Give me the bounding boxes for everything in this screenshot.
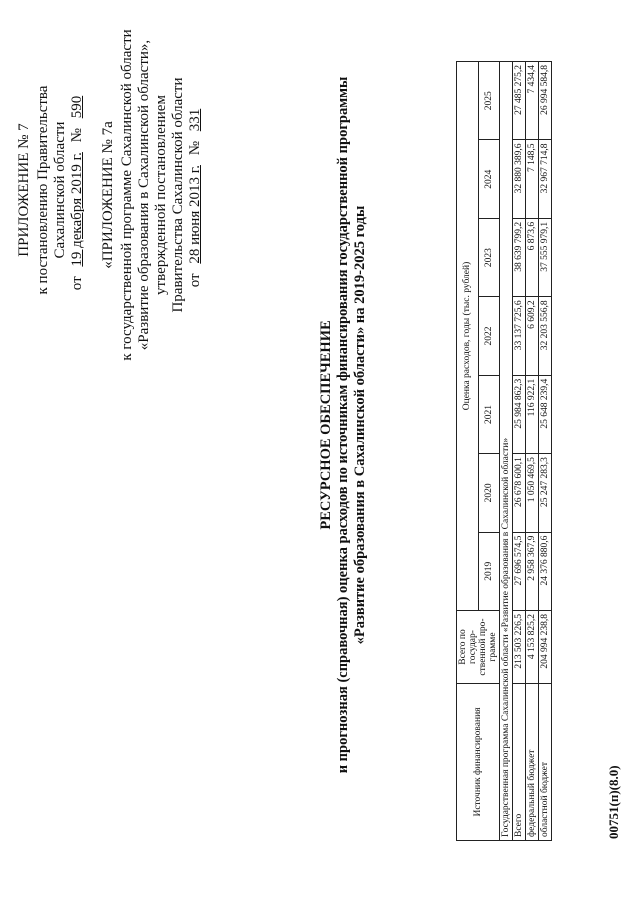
value-cell: 24 376 880,6 <box>539 532 552 610</box>
decree-date: 19 декабря 2019 г. <box>69 152 85 267</box>
appendix-7a-line2: «Развитие образования в Сахалинской области», <box>136 39 152 351</box>
value-cell: 116 922,1 <box>526 375 539 453</box>
appendix-7a-line4: Правительства Сахалинской области <box>170 77 186 313</box>
table-row <box>526 62 539 841</box>
value-cell: 26 994 584,8 <box>539 62 552 140</box>
value-cell: 25 984 862,3 <box>513 375 526 453</box>
from-label: от <box>69 276 85 291</box>
program-date: 28 июня 2013 г. <box>187 165 203 264</box>
value-cell: 6 873,6 <box>526 218 539 296</box>
value-cell: 26 678 600,1 <box>513 454 526 532</box>
number-label: № <box>187 140 203 156</box>
value-cell: 32 203 556,8 <box>539 297 552 375</box>
table-row <box>513 62 526 841</box>
total-cell: 4 153 825,2 <box>526 611 539 684</box>
number-label: № <box>69 128 85 143</box>
appendix-7a-header <box>100 10 204 380</box>
document-code: 00751(п)(8.0) <box>606 765 621 839</box>
value-cell: 6 609,2 <box>526 297 539 375</box>
appendix-7a-line1: к государственной программе Сахалинской области <box>119 29 135 361</box>
appendix-7a-date-line <box>187 10 204 380</box>
col-header-source: Источник финансирования <box>457 684 500 841</box>
row-label: федеральный бюджет <box>526 684 539 841</box>
value-cell: 1 050 469,5 <box>526 454 539 532</box>
value-cell: 27 485 275,2 <box>513 62 526 140</box>
decree-number: 590 <box>69 95 85 119</box>
value-cell: 25 648 239,4 <box>539 375 552 453</box>
resource-table-container <box>456 61 552 841</box>
col-header-year: 2025 <box>478 62 500 140</box>
heading-title: РЕСУРСНОЕ ОБЕСПЕЧЕНИЕ <box>318 320 334 530</box>
value-cell: 2 958 367,9 <box>526 532 539 610</box>
total-cell: 213 503 226,5 <box>513 611 526 684</box>
col-header-year: 2023 <box>478 218 500 296</box>
heading-subtitle-2: «Развитие образования в Сахалинской области» на 2019-2025 годы <box>352 205 368 645</box>
table-row <box>539 62 552 841</box>
value-cell: 7 148,5 <box>526 140 539 218</box>
program-number: 331 <box>187 108 203 132</box>
col-header-year: 2021 <box>478 375 500 453</box>
heading-subtitle-1: и прогнозная (справочная) оценка расходов по источникам финансирования государственной программы <box>335 76 351 774</box>
value-cell: 37 555 979,1 <box>539 218 552 296</box>
col-header-year: 2020 <box>478 454 500 532</box>
from-label: от <box>187 273 203 288</box>
appendix-7-title: ПРИЛОЖЕНИЕ № 7 <box>16 123 32 257</box>
appendix-7-line2: Сахалинской области <box>52 121 68 259</box>
row-label: Всего <box>513 684 526 841</box>
value-cell: 25 247 283,3 <box>539 454 552 532</box>
col-header-year: 2019 <box>478 532 500 610</box>
program-title-cell: Государственная программа Сахалинской области «Развитие образования в Сахалинской области» <box>500 62 513 841</box>
appendix-7-header <box>16 40 86 340</box>
program-title-row <box>500 62 513 841</box>
value-cell: 33 137 725,6 <box>513 297 526 375</box>
col-header-year: 2022 <box>478 297 500 375</box>
value-cell: 32 880 389,6 <box>513 140 526 218</box>
col-header-total: Всего по государ-ственной про-грамме <box>457 611 500 684</box>
col-header-group: Оценка расходов, годы (тыс. рублей) <box>457 62 479 611</box>
resource-table <box>456 61 552 841</box>
document-heading <box>318 5 369 845</box>
value-cell: 27 696 574,5 <box>513 532 526 610</box>
appendix-7a-line3: утвержденной постановлением <box>153 95 169 295</box>
value-cell: 32 967 714,8 <box>539 140 552 218</box>
value-cell: 38 639 799,2 <box>513 218 526 296</box>
value-cell: 7 434,4 <box>526 62 539 140</box>
appendix-7-line1: к постановлению Правительства <box>35 85 51 295</box>
appendix-7a-title: «ПРИЛОЖЕНИЕ № 7а <box>100 121 116 269</box>
row-label: областной бюджет <box>539 684 552 841</box>
col-header-year: 2024 <box>478 140 500 218</box>
appendix-7-date-line <box>69 40 86 340</box>
total-cell: 204 994 238,8 <box>539 611 552 684</box>
